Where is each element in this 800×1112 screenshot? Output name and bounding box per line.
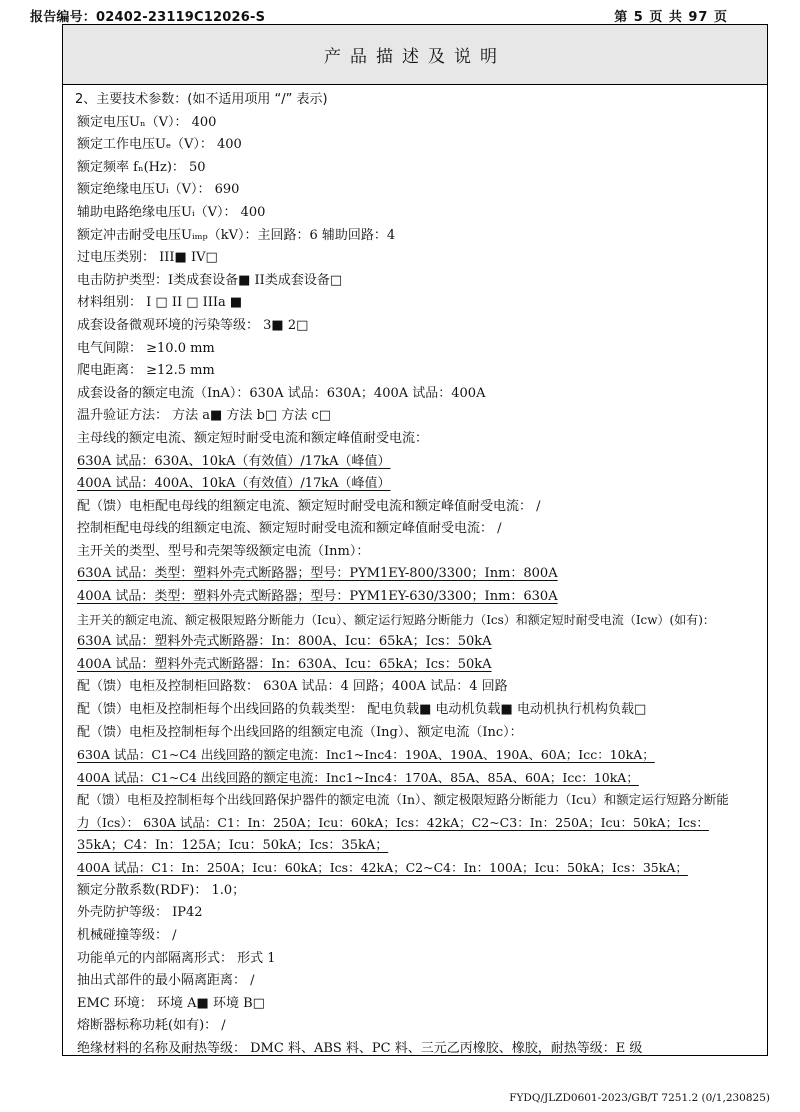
param-main-switch-400a: 400A 试品：类型：塑料外壳式断路器；型号：PYM1EY-630/3300；Inm：630A [77, 589, 558, 605]
document-frame [62, 24, 768, 1056]
param-impact-rating: 机械碰撞等级： / [77, 927, 177, 943]
section-title: 产品描述及说明 [324, 47, 506, 67]
param-control-busbar: 控制柜配电母线的组额定电流、额定短时耐受电流和额定峰值耐受电流： / [77, 521, 502, 537]
form-code: FYDQ/JLZD0601-2023/GB/T 7251.2 (0/1,230825) [509, 1092, 770, 1104]
params-title: 2、主要技术参数：(如不适用项用 “/” 表示) [75, 92, 328, 107]
param-internal-separation: 功能单元的内部隔离形式： 形式 1 [77, 950, 276, 966]
param-aux-insulation-voltage: 辅助电路绝缘电压Uᵢ（V）： 400 [77, 204, 266, 220]
param-main-busbar-630a: 630A 试品：630A、10kA（有效值）/17kA（峰值） [77, 453, 391, 469]
param-outgoing-current-heading: 配（馈）电柜及控制柜每个出线回路的组额定电流（Ing）、额定电流（Inc）： [77, 724, 523, 740]
param-outgoing-current-630a: 630A 试品：C1~C4 出线回路的额定电流：Inc1~Inc4：190A、190A、190A、60A；Icc：10kA； [77, 747, 655, 763]
param-creepage: 爬电距离： ≥12.5 mm [77, 363, 215, 379]
param-assembly-rated-current: 成套设备的额定电流（InA）：630A 试品：630A；400A 试品：400A [77, 385, 486, 401]
param-fuse-power: 熔断器标称功耗(如有)： / [77, 1018, 226, 1034]
param-main-switch-capacity-heading: 主开关的额定电流、额定极限短路分断能力（Icu）、额定运行短路分断能力（Ics）和额定短时耐受电流（Icw）(如有)： [77, 612, 715, 627]
param-load-type: 配（馈）电柜及控制柜每个出线回路的负载类型： 配电负载■ 电动机负载■ 电动机执行机构负载□ [77, 702, 647, 718]
param-impulse-voltage: 额定冲击耐受电压Uᵢₘₚ（kV）：主回路：6 辅助回路：4 [77, 227, 396, 243]
param-protection-630a-part1: 力（Ics）： 630A 试品：C1：In：250A；Icu：60kA；Ics：42kA；C2~C3：In：250A；Icu：50kA；Ics： [77, 815, 709, 830]
param-temp-rise-method: 温升验证方法： 方法 a■ 方法 b□ 方法 c□ [77, 408, 331, 424]
param-protection-heading: 配（馈）电柜及控制柜每个出线回路保护器件的额定电流（In）、额定极限短路分断能力（Icu）和额定运行短路分断能 [77, 792, 729, 808]
param-shock-protection: 电击防护类型：I类成套设备■ II类成套设备□ [77, 272, 343, 288]
param-protection-630a-part2: 35kA；C4：In：125A；Icu：50kA；Ics：35kA； [77, 837, 389, 853]
param-main-switch-capacity-630a: 630A 试品：塑料外壳式断路器：In：800A、Icu：65kA；Ics：50kA [77, 634, 492, 650]
params-content [75, 89, 761, 1061]
param-clearance: 电气间隙： ≥10.0 mm [77, 340, 215, 356]
param-rated-frequency: 额定频率 fₙ(Hz)： 50 [77, 159, 206, 175]
param-rated-voltage: 额定电压Uₙ（V）： 400 [77, 114, 217, 130]
param-circuit-count: 配（馈）电柜及控制柜回路数： 630A 试品：4 回路；400A 试品：4 回路 [77, 679, 508, 695]
param-rated-insulation-voltage: 额定绝缘电压Uᵢ（V）： 690 [77, 182, 240, 198]
param-feeder-busbar: 配（馈）电柜配电母线的组额定电流、额定短时耐受电流和额定峰值耐受电流： / [77, 498, 541, 514]
param-rdf: 额定分散系数(RDF)： 1.0； [77, 882, 246, 898]
param-overvoltage-category: 过电压类别： III■ IV□ [77, 250, 218, 266]
param-ip-rating: 外壳防护等级： IP42 [77, 905, 203, 921]
param-main-switch-heading: 主开关的类型、型号和壳架等级额定电流（Inm）： [77, 543, 370, 559]
param-rated-operational-voltage: 额定工作电压Uₑ（V）： 400 [77, 137, 242, 153]
param-main-switch-capacity-400a: 400A 试品：塑料外壳式断路器：In：630A、Icu：65kA；Ics：50kA [77, 656, 492, 672]
title-band [63, 25, 767, 85]
param-protection-400a: 400A 试品：C1：In：250A；Icu：60kA；Ics：42kA；C2~C4：In：100A；Icu：50kA；Ics：35kA； [77, 860, 688, 876]
param-main-busbar-400a: 400A 试品：400A、10kA（有效值）/17kA（峰值） [77, 476, 391, 492]
page-info: 第 5 页 共 97 页 [614, 10, 728, 25]
param-insulation-material: 绝缘材料的名称及耐热等级： DMC 料、ABS 料、PC 料、三元乙丙橡胶、橡胶，耐热等级：E 级 [77, 1040, 643, 1056]
param-main-switch-630a: 630A 试品：类型：塑料外壳式断路器；型号：PYM1EY-800/3300；Inm：800A [77, 566, 558, 582]
report-number: 报告编号：02402-23119C12026-S [30, 10, 266, 25]
param-emc-environment: EMC 环境： 环境 A■ 环境 B□ [77, 995, 265, 1011]
param-outgoing-current-400a: 400A 试品：C1~C4 出线回路的额定电流：Inc1~Inc4：170A、85A、85A、60A；Icc：10kA； [77, 769, 639, 785]
param-main-busbar-heading: 主母线的额定电流、额定短时耐受电流和额定峰值耐受电流： [77, 430, 429, 446]
param-pollution-degree: 成套设备微观环境的污染等级： 3■ 2□ [77, 317, 309, 333]
param-material-group: 材料组别： I □ II □ IIIa ■ [77, 295, 243, 311]
param-withdrawable-distance: 抽出式部件的最小隔离距离： / [77, 973, 255, 989]
